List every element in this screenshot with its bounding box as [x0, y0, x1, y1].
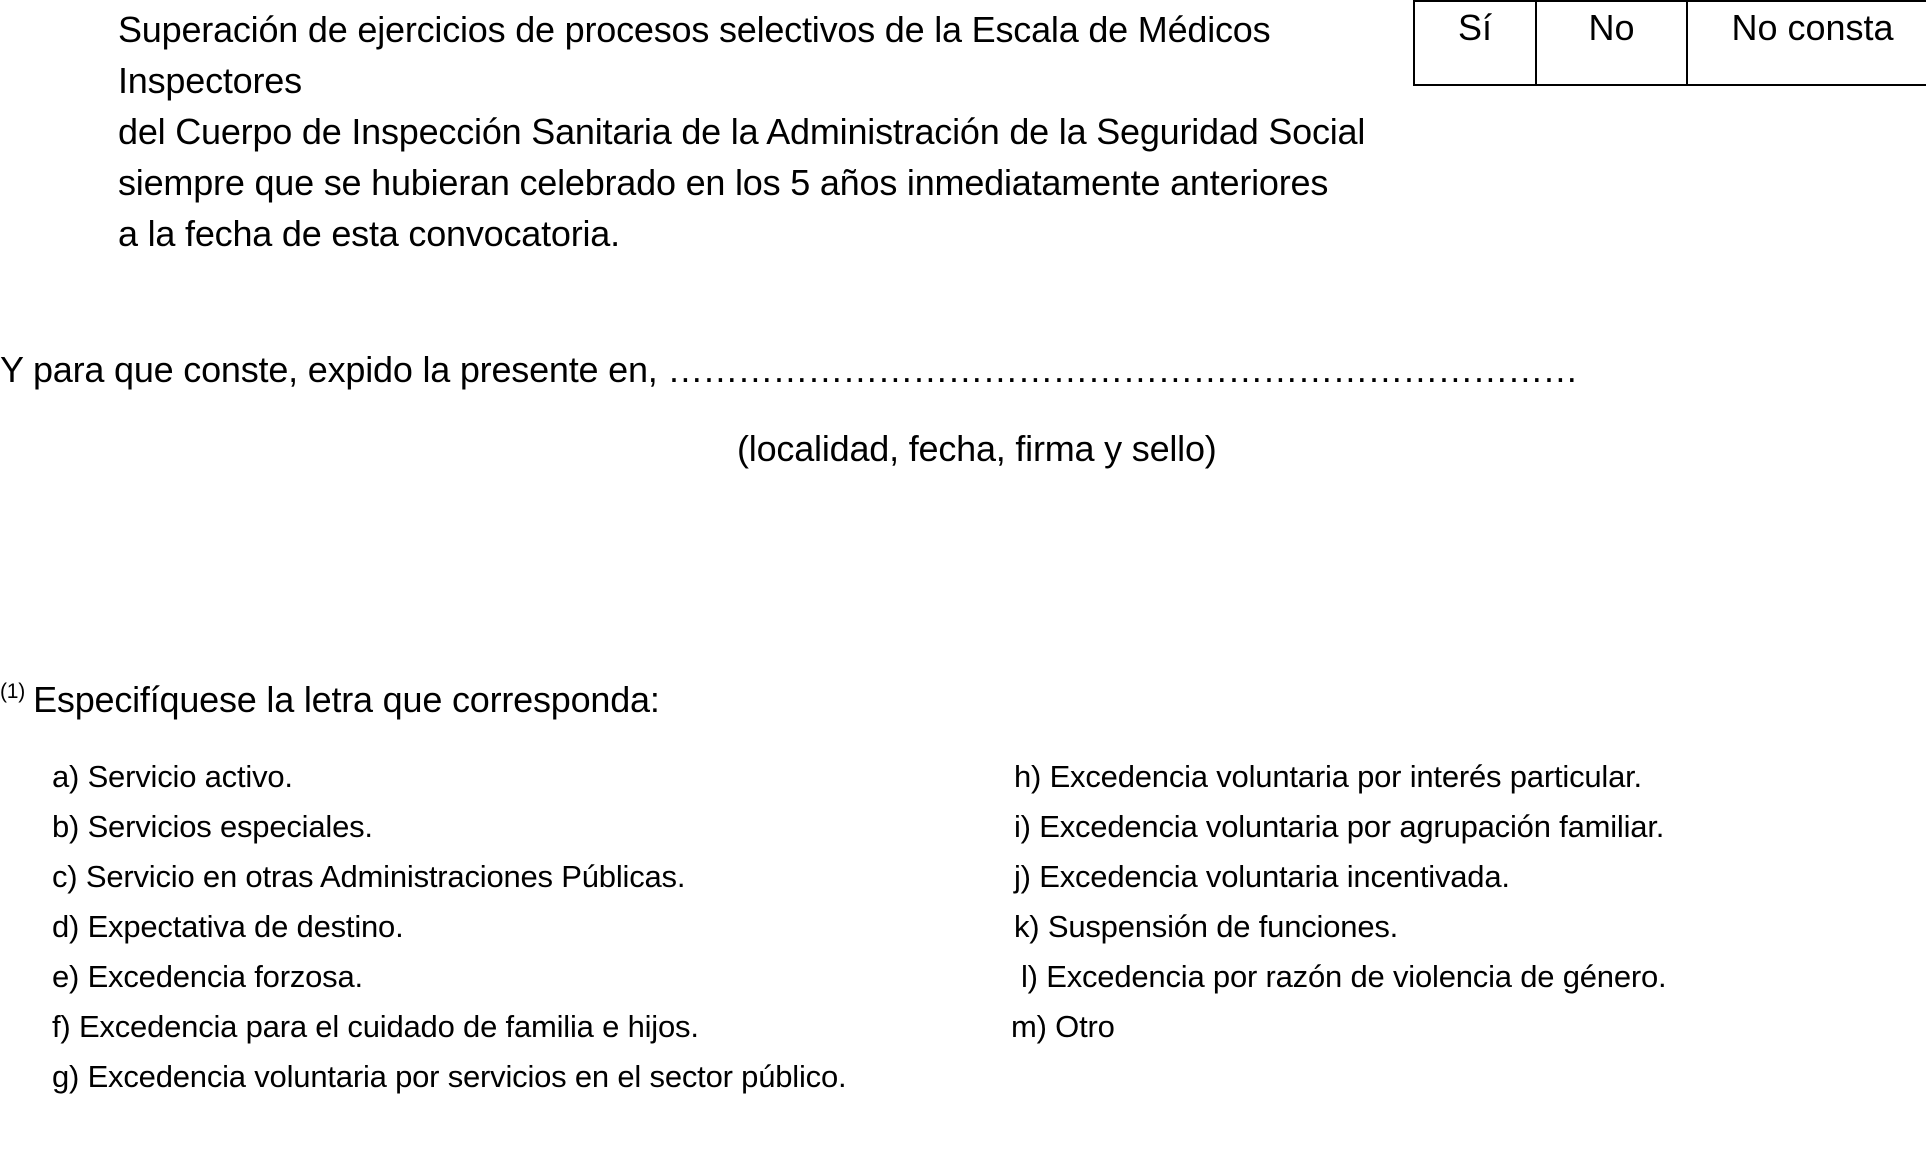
answer-table [1413, 0, 1926, 86]
list-item: b) Servicios especiales. [52, 809, 373, 844]
list-item: m) Otro [1011, 1009, 1115, 1044]
status-list-right [1011, 752, 1667, 1052]
list-item: f) Excedencia para el cuidado de familia e hijos. [52, 1009, 699, 1044]
list-item: a) Servicio activo. [52, 759, 293, 794]
list-item: l) Excedencia por razón de violencia de género. [1021, 959, 1667, 994]
place-date-blank[interactable]: …………………………………………………………………… [667, 349, 1578, 390]
list-item: i) Excedencia voluntaria por agrupación familiar. [1014, 809, 1665, 844]
list-item: e) Excedencia forzosa. [52, 959, 363, 994]
list-item: j) Excedencia voluntaria incentivada. [1014, 859, 1510, 894]
list-item: g) Excedencia voluntaria por servicios en el sector público. [52, 1059, 847, 1094]
answer-cell-no-consta[interactable]: No consta [1687, 1, 1926, 85]
footnote-marker: (1) [0, 680, 26, 703]
status-list-left [52, 752, 846, 1102]
criterion-line: a la fecha de esta convocatoria. [118, 213, 620, 254]
criterion-line: del Cuerpo de Inspección Sanitaria de la Administración de la Seguridad Social [118, 111, 1366, 152]
issue-text: Y para que conste, expido la presente en, [0, 349, 658, 390]
criterion-line: Superación de ejercicios de procesos selectivos de la Escala de Médicos [118, 9, 1271, 50]
signature-hint: (localidad, fecha, firma y sello) [737, 428, 1217, 469]
footnote-title [0, 670, 660, 722]
list-item: k) Suspensión de funciones. [1014, 909, 1399, 944]
issue-statement [0, 348, 1577, 392]
answer-cell-no[interactable]: No [1536, 1, 1687, 85]
answer-row [1414, 1, 1926, 85]
criterion-line: Inspectores [118, 60, 302, 101]
footnote-title-text: Especifíquese la letra que corresponda: [33, 679, 660, 720]
answer-cell-si[interactable]: Sí [1414, 1, 1536, 85]
criterion-line: siempre que se hubieran celebrado en los 5 años inmediatamente anteriores [118, 162, 1329, 203]
criterion-text [118, 4, 1365, 259]
list-item: d) Expectativa de destino. [52, 909, 404, 944]
list-item: h) Excedencia voluntaria por interés particular. [1014, 759, 1642, 794]
list-item: c) Servicio en otras Administraciones Públicas. [52, 859, 686, 894]
